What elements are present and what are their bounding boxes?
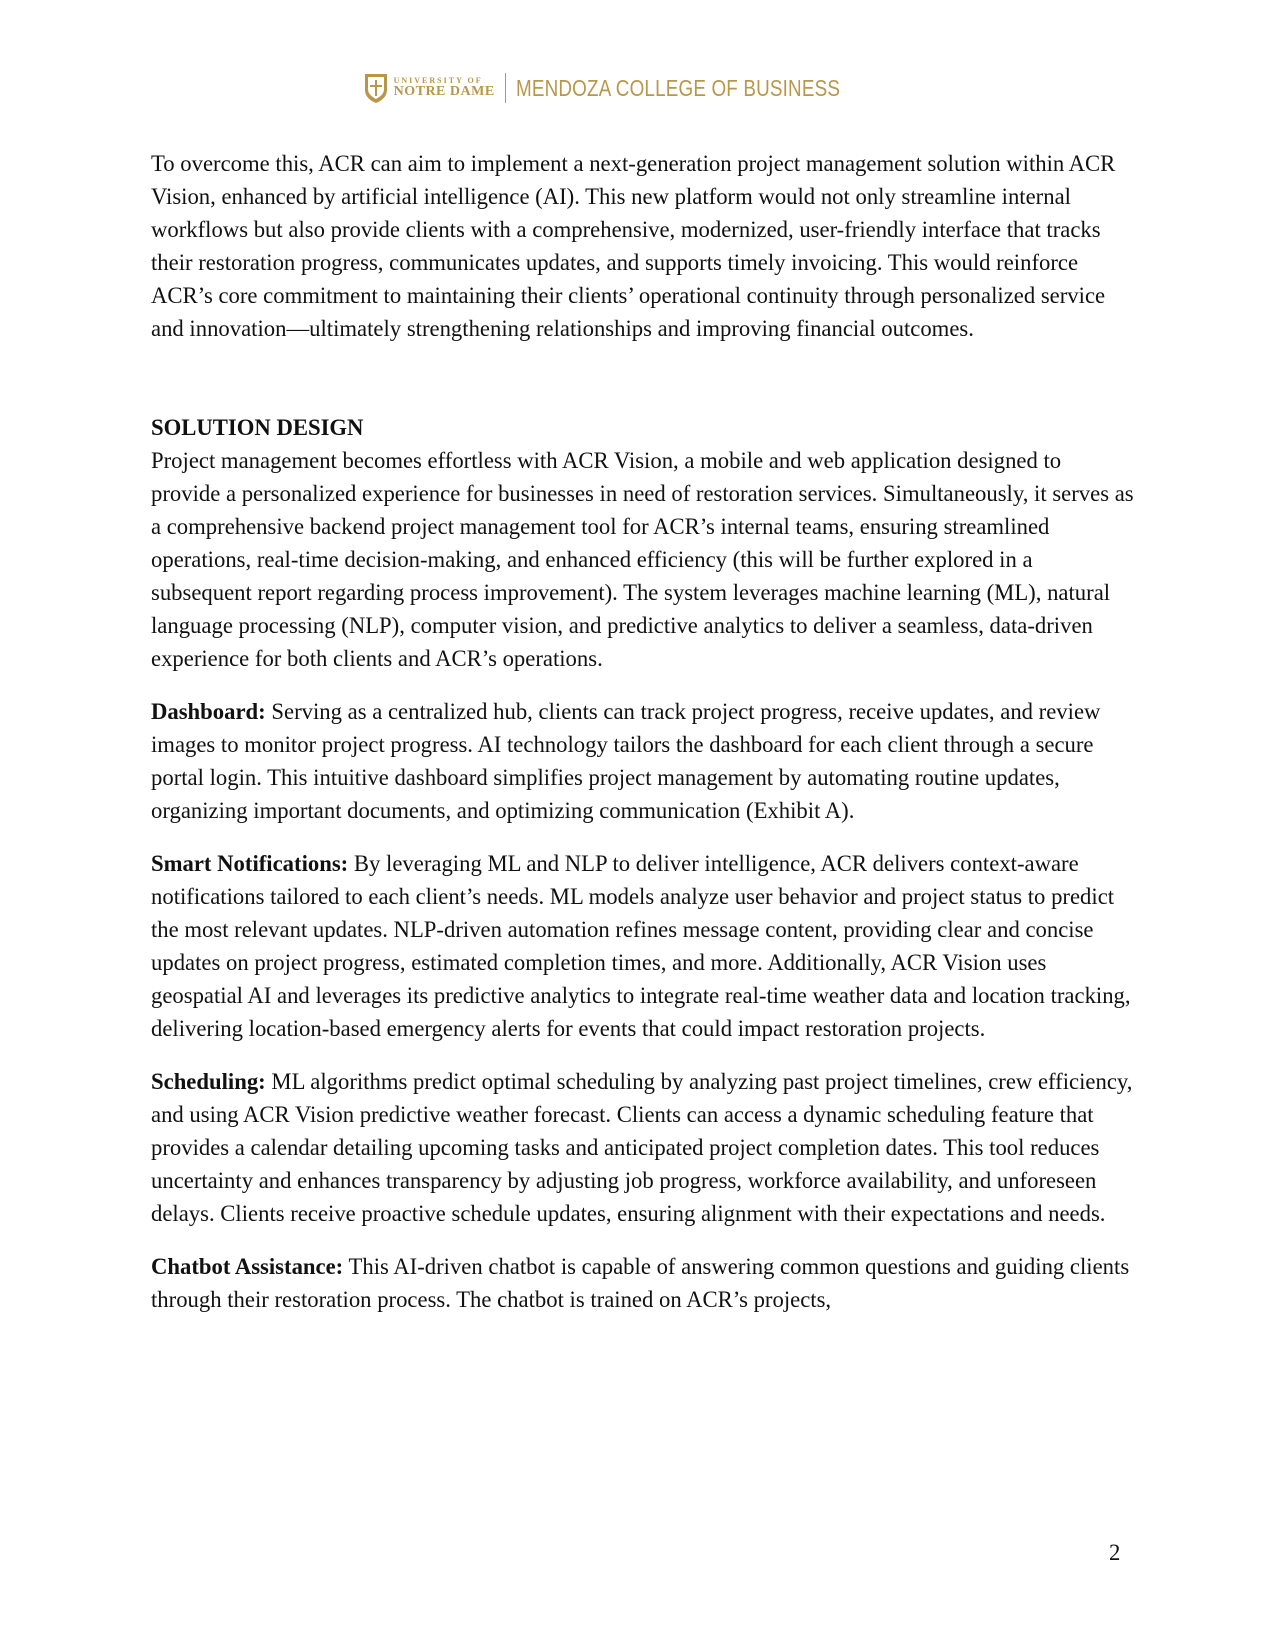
feature-text: By leveraging ML and NLP to deliver intelligence, ACR delivers context-aware notifications tailored to each client’s needs. ML models analyze user behavior and project status to predict the most relevant updates. NLP-driven automation refines message content, providing clear and concise updates on project progress, estimated completion times, and more. Additionally, ACR Vision uses geospatial AI and leverages its predictive analytics to integrate real-time weather data and location tracking, delivering location-based emergency alerts for events that could impact restoration projects. — [151, 851, 1131, 1041]
document-body — [151, 147, 1136, 1316]
feature-paragraph-scheduling — [151, 1065, 1136, 1230]
feature-text: Serving as a centralized hub, clients can track project progress, receive updates, and review images to monitor project progress. AI technology tailors the dashboard for each client through a secure portal login. This intuitive dashboard simplifies project management by automating routine updates, organizing important documents, and optimizing communication (Exhibit A). — [151, 699, 1101, 823]
section-heading: SOLUTION DESIGN — [151, 415, 364, 440]
logo-big-text: NOTRE DAME — [393, 84, 495, 99]
solution-paragraph: Project management becomes effortless with ACR Vision, a mobile and web application designed to provide a personalized experience for businesses in need of restoration services. Simultaneously, it serves as a comprehensive backend project management tool for ACR’s internal teams, ensuring streamlined operations, real-time decision-making, and enhanced efficiency (this will be further explored in a subsequent report regarding process improvement). The system leverages machine learning (ML), natural language processing (NLP), computer vision, and predictive analytics to deliver a seamless, data-driven experience for both clients and ACR’s operations. — [151, 448, 1134, 671]
logo-divider — [505, 73, 507, 103]
logo-small-text: UNIVERSITY OF — [393, 76, 483, 85]
feature-text: This AI-driven chatbot is capable of answering common questions and guiding clients through their restoration process. The chatbot is trained on ACR’s projects, — [151, 1254, 1130, 1312]
feature-term: Chatbot Assistance: — [151, 1254, 344, 1279]
page-header — [0, 72, 1275, 104]
intro-paragraph: To overcome this, ACR can aim to implement a next-generation project management solution within ACR Vision, enhanced by artificial intelligence (AI). This new platform would not only streamline internal workflows but also provide clients with a comprehensive, modernized, user-friendly interface that tracks their restoration progress, communicates updates, and supports timely invoicing. This would reinforce ACR’s core commitment to maintaining their clients’ operational continuity through personalized service and innovation—ultimately strengthening relationships and improving financial outcomes. — [151, 151, 1116, 341]
feature-text: ML algorithms predict optimal scheduling by analyzing past project timelines, crew efficiency, and using ACR Vision predictive weather forecast. Clients can access a dynamic scheduling feature that provides a calendar detailing upcoming tasks and anticipated project completion dates. This tool reduces uncertainty and enhances transparency by adjusting job progress, workforce availability, and unforeseen delays. Clients receive proactive schedule updates, ensuring alignment with their expectations and needs. — [151, 1069, 1133, 1226]
feature-term: Dashboard: — [151, 699, 266, 724]
feature-paragraph-notifications — [151, 847, 1136, 1045]
college-name: MENDOZA COLLEGE OF BUSINESS — [516, 74, 841, 101]
feature-paragraph-chatbot — [151, 1250, 1136, 1316]
feature-term: Smart Notifications: — [151, 851, 349, 876]
notre-dame-wordmark — [394, 77, 495, 99]
university-logo — [364, 72, 912, 104]
feature-paragraph-dashboard — [151, 695, 1136, 827]
spacer — [151, 345, 1136, 411]
notre-dame-shield-icon — [364, 72, 388, 104]
page-number: 2 — [1109, 1540, 1121, 1565]
feature-term: Scheduling: — [151, 1069, 266, 1094]
